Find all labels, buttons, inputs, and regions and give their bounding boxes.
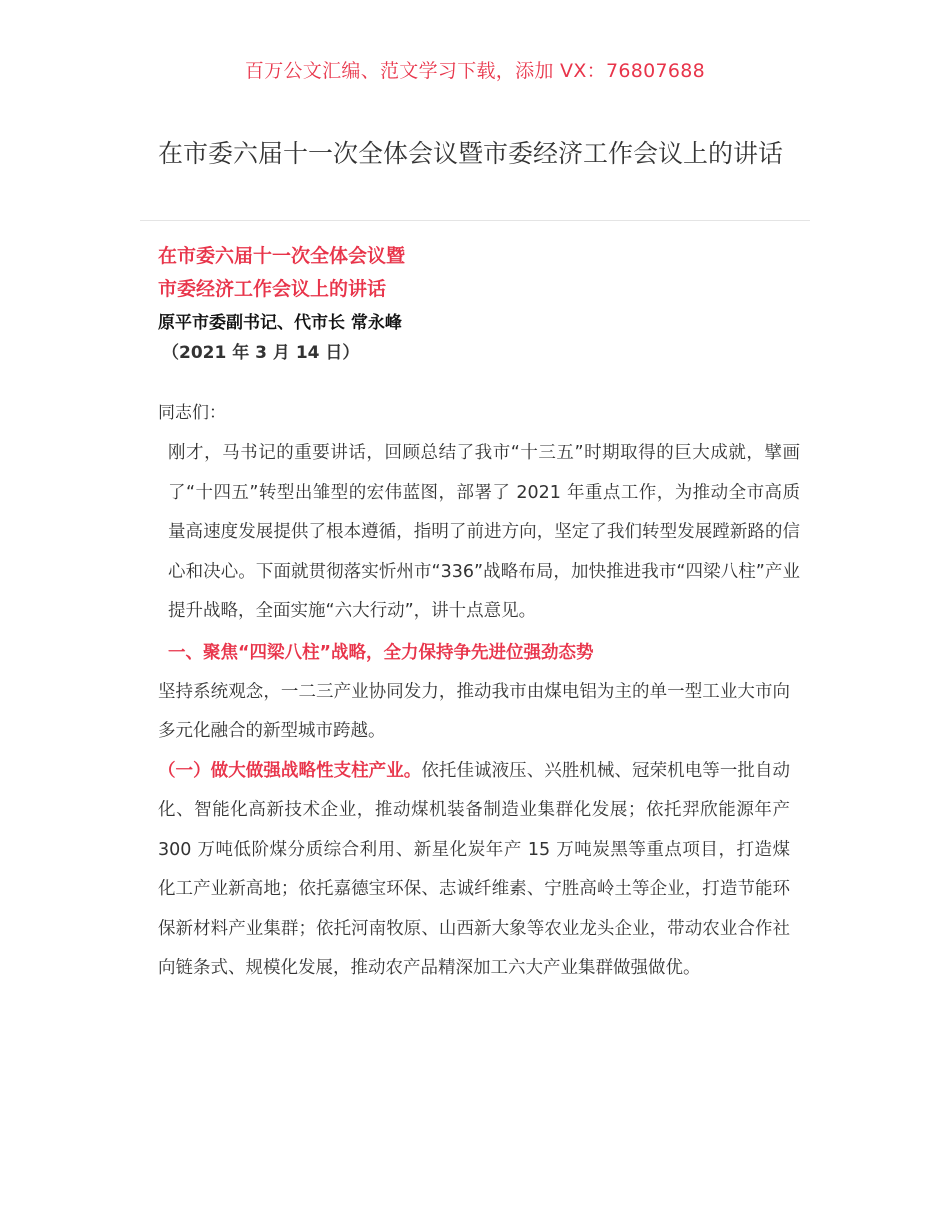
section-1-paragraph: 坚持系统观念，一二三产业协同发力，推动我市由煤电铝为主的单一型工业大市向多元化融合的新型城市跨越。 — [158, 681, 790, 741]
intro-paragraph: 刚才，马书记的重要讲话，回顾总结了我市“十三五”时期取得的巨大成就，擘画了“十四五”转型出雏型的宏伟蓝图，部署了 2021 年重点工作，为推动全市高质量高速度发展提供了根本遵循，指明了前进方向，坚定了我们转型发展蹚新路的信心和决心。下面就贯彻落实忻州市“336”战略布局，加快推进我市“四梁八柱”产业提升战略，全面实施“六大行动”，讲十点意见。 — [168, 443, 800, 621]
page-title: 在市委六届十一次全体会议暨市委经济工作会议上的讲话 — [158, 139, 784, 168]
greeting: 同志们： — [158, 403, 226, 423]
speech-date: （2021 年 3 月 14 日） — [162, 343, 360, 363]
article-body — [158, 240, 798, 989]
subsection-1-heading: （一）做大做强战略性支柱产业。 — [158, 760, 422, 781]
title-divider — [140, 220, 810, 221]
article-heading-line2: 市委经济工作会议上的讲话 — [158, 278, 387, 300]
subsection-1-body: 依托佳诚液压、兴胜机械、冠荣机电等一批自动化、智能化高新技术企业，推动煤机装备制造业集群化发展；依托羿欣能源年产 300 万吨低阶煤分质综合利用、新星化炭年产 15 万吨炭黑等重点项目，打造煤化工产业新高地；依托嘉德宝环保、志诚纤维素、宁胜高岭土等企业，打造节能环保新材料产业集群；依托河南牧原、山西新大象等农业龙头企业，带动农业合作社向链条式、规模化发展，推动农产品精深加工六大产业集群做强做优。 — [158, 760, 791, 978]
speaker-line: 原平市委副书记、代市长 常永峰 — [158, 313, 402, 333]
section-1-heading: 一、聚焦“四梁八柱”战略，全力保持争先进位强劲态势 — [168, 642, 594, 663]
subsection-1-paragraph — [158, 752, 790, 989]
article-heading-line1: 在市委六届十一次全体会议暨 — [158, 245, 406, 267]
watermark-banner: 百万公文汇编、范文学习下载，添加 VX：76807688 — [244, 60, 706, 82]
